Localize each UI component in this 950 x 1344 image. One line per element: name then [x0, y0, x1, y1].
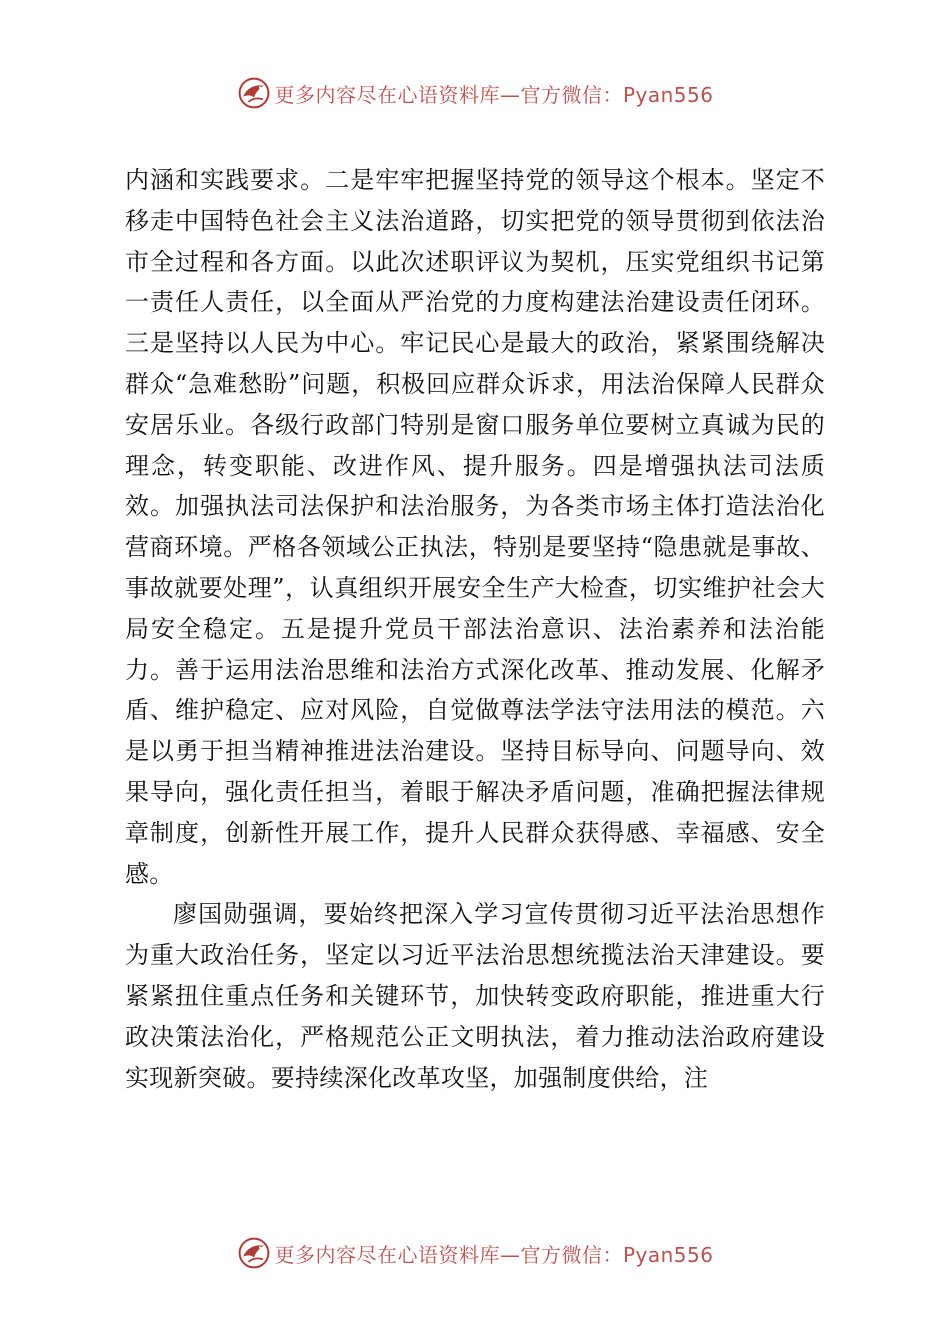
document-body [125, 160, 825, 1098]
dove-hand-logo-icon [236, 75, 272, 111]
footer-banner [0, 1233, 950, 1273]
footer-banner-text: 更多内容尽在心语资料库—官方微信：Pyan556 [274, 1242, 714, 1267]
body-paragraph: 内涵和实践要求。二是牢牢把握坚持党的领导这个根本。坚定不移走中国特色社会主义法治道路，切实把党的领导贯彻到依法治市全过程和各方面。以此次述职评议为契机，压实党组织书记第一责任人责任，以全面从严治党的力度构建法治建设责任闭环。三是坚持以人民为中心。牢记民心是最大的政治，紧紧围绕解决群众“急难愁盼”问题，积极回应群众诉求，用法治保障人民群众安居乐业。各级行政部门特别是窗口服务单位要树立真诚为民的理念，转变职能、改进作风、提升服务。四是增强执法司法质效。加强执法司法保护和法治服务，为各类市场主体打造法治化营商环境。严格各领域公正执法，特别是要坚持“隐患就是事故、事故就要处理”，认真组织开展安全生产大检查，切实维护社会大局安全稳定。五是提升党员干部法治意识、法治素养和法治能力。善于运用法治思维和法治方式深化改革、推动发展、化解矛盾、维护稳定、应对风险，自觉做尊法学法守法用法的模范。六是以勇于担当精神推进法治建设。坚持目标导向、问题导向、效果导向，强化责任担当，着眼于解决矛盾问题，准确把握法律规章制度，创新性开展工作，提升人民群众获得感、幸福感、安全感。 [125, 166, 825, 888]
header-banner-text: 更多内容尽在心语资料库—官方微信：Pyan556 [274, 82, 714, 107]
dove-hand-logo-icon [236, 1235, 272, 1271]
header-banner [0, 73, 950, 113]
body-paragraph: 廖国勋强调，要始终把深入学习宣传贯彻习近平法治思想作为重大政治任务，坚定以习近平法治思想统揽法治天津建设。要紧紧扭住重点任务和关键环节，加快转变政府职能，推进重大行政决策法治化，严格规范公正文明执法，着力推动法治政府建设实现新突破。要持续深化改革攻坚，加强制度供给，注 [125, 900, 825, 1092]
